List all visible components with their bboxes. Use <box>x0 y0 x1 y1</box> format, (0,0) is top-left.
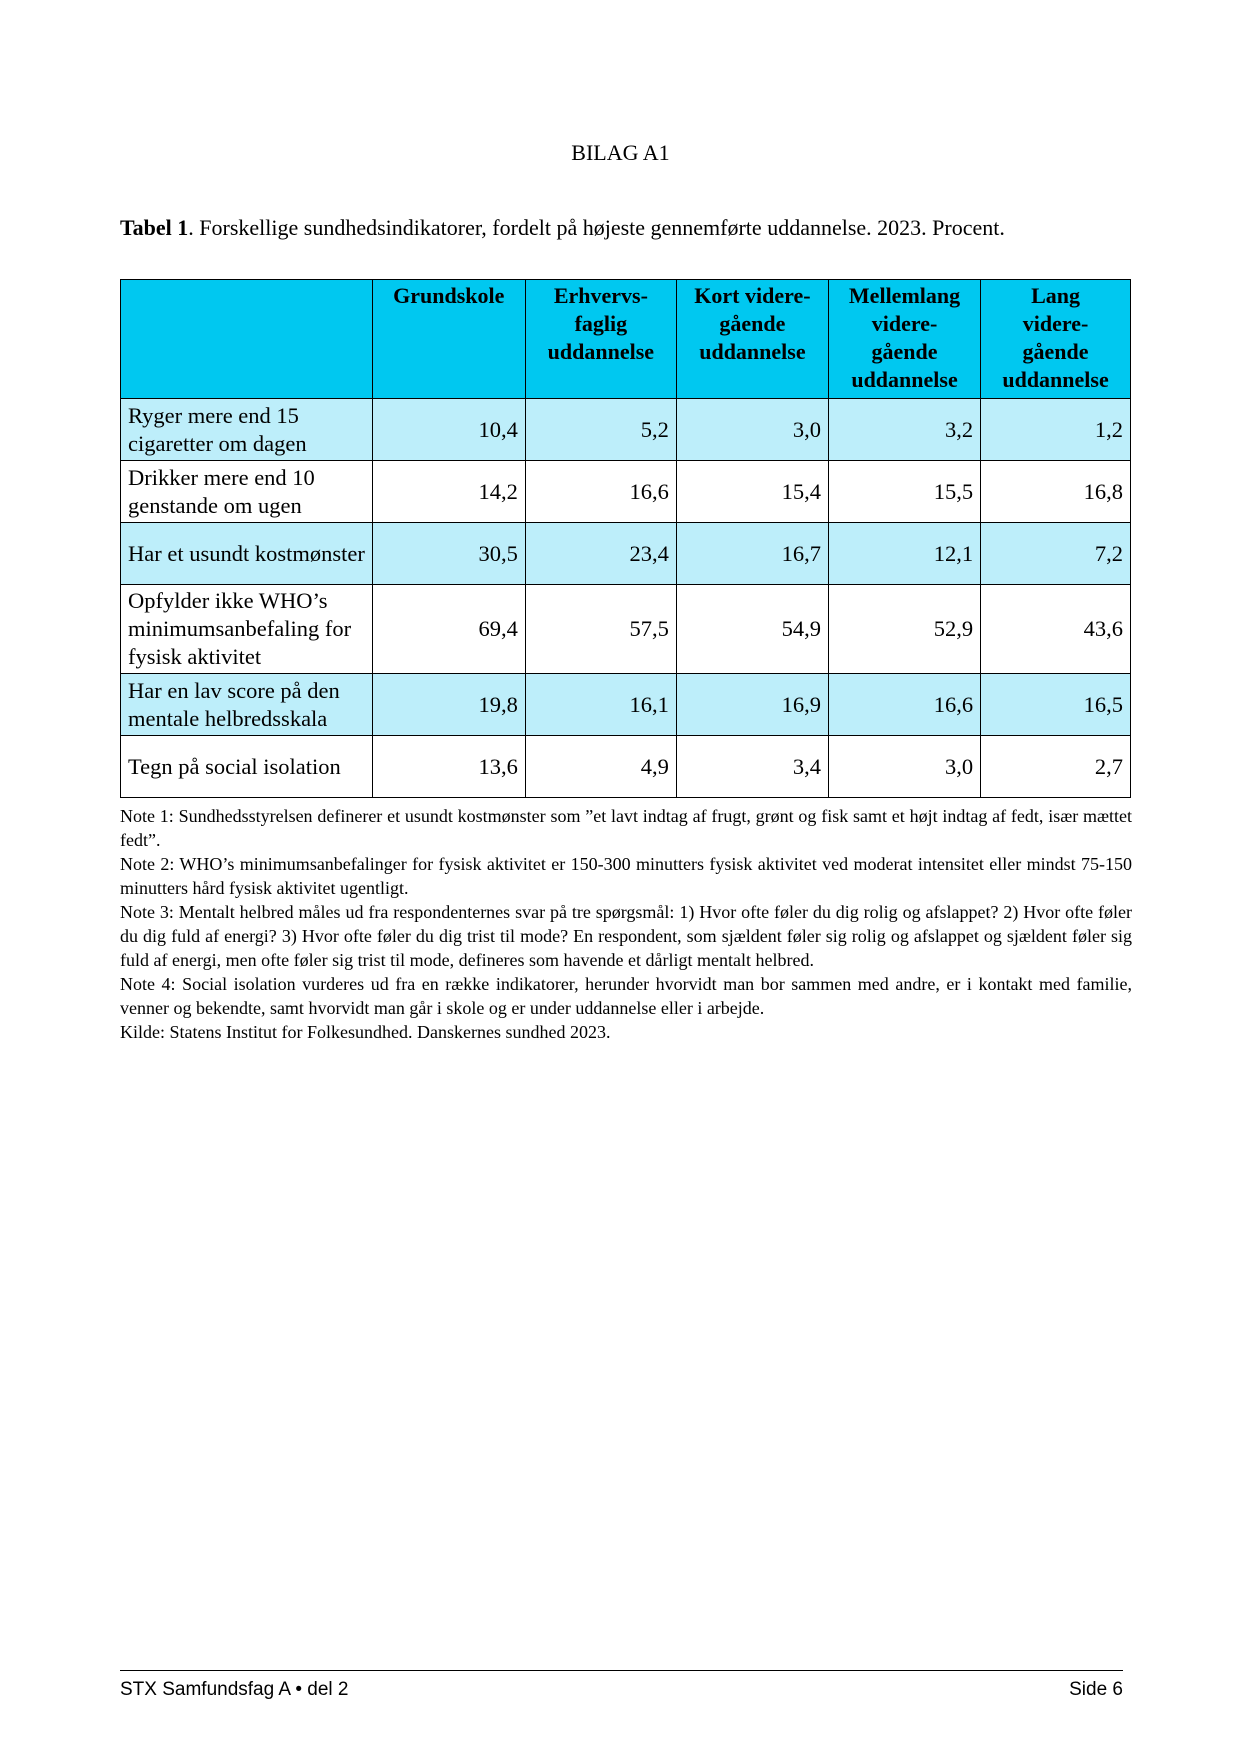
footer-title: STX Samfundsfag A • del 2 <box>120 1679 349 1700</box>
table-row <box>121 399 1131 461</box>
column-header-erhvervsfaglig: Erhvervs- faglig uddannelse <box>525 280 676 399</box>
table-cell-value: 15,4 <box>676 461 828 523</box>
row-label: Har et usundt kostmønster <box>121 523 373 585</box>
table-cell-value: 16,1 <box>525 674 676 736</box>
table-cell-value: 5,2 <box>525 399 676 461</box>
table-cell-value: 16,6 <box>828 674 980 736</box>
table-cell-value: 19,8 <box>372 674 525 736</box>
health-indicators-table <box>120 279 1131 798</box>
table-cell-value: 16,7 <box>676 523 828 585</box>
note-2: Note 2: WHO’s minimumsanbefalinger for fysisk aktivitet er 150-300 minutters fysisk aktivitet ved moderat intensitet eller mindst 75-150 minutters hård fysisk aktivitet ugentligt. <box>120 854 1132 898</box>
page-heading: BILAG A1 <box>571 140 670 165</box>
caption-label: Tabel 1 <box>120 215 189 240</box>
table-cell-value: 23,4 <box>525 523 676 585</box>
note-1: Note 1: Sundhedsstyrelsen definerer et usundt kostmønster som ”et lavt indtag af frugt, grønt og fisk samt et højt indtag af fedt, især mættet fedt”. <box>120 806 1132 850</box>
table-cell-value: 57,5 <box>525 585 676 674</box>
table-cell-value: 30,5 <box>372 523 525 585</box>
table-cell-value: 14,2 <box>372 461 525 523</box>
column-header-kort: Kort videre- gående uddannelse <box>676 280 828 399</box>
table-caption <box>120 214 1080 241</box>
table-cell-value: 54,9 <box>676 585 828 674</box>
table-cell-value: 16,9 <box>676 674 828 736</box>
table-cell-value: 69,4 <box>372 585 525 674</box>
footer-divider <box>120 1670 1123 1671</box>
column-header-grundskole: Grundskole <box>372 280 525 399</box>
table-row <box>121 585 1131 674</box>
row-label: Tegn på social isolation <box>121 736 373 798</box>
table-notes <box>120 804 1132 1044</box>
table-cell-value: 10,4 <box>372 399 525 461</box>
table-cell-value: 3,0 <box>828 736 980 798</box>
source: Kilde: Statens Institut for Folkesundhed. Danskernes sundhed 2023. <box>120 1022 611 1042</box>
table-cell-value: 43,6 <box>981 585 1131 674</box>
table-cell-value: 16,6 <box>525 461 676 523</box>
column-header-mellemlang: Mellemlang videre- gående uddannelse <box>828 280 980 399</box>
table-cell-value: 16,8 <box>981 461 1131 523</box>
column-header-lang: Lang videre- gående uddannelse <box>981 280 1131 399</box>
table-cell-value: 3,2 <box>828 399 980 461</box>
note-4: Note 4: Social isolation vurderes ud fra en række indikatorer, herunder hvorvidt man bor sammen med andre, er i kontakt med familie, venner og bekendte, samt hvorvidt man går i skole og er under uddannelse eller i arbejde. <box>120 974 1132 1018</box>
table-row <box>121 736 1131 798</box>
note-3: Note 3: Mentalt helbred måles ud fra respondenternes svar på tre spørgsmål: 1) Hvor ofte føler du dig rolig og afslappet? 2) Hvor ofte føler du dig fuld af energi? 3) Hvor ofte føler du dig trist til mode? En respondent, som sjældent føler sig rolig og afslappet og sjældent føler sig fuld af energi, men ofte føler sig trist til mode, defineres som havende et dårligt mentalt helbred. <box>120 902 1132 970</box>
table-cell-value: 4,9 <box>525 736 676 798</box>
table-cell-value: 3,4 <box>676 736 828 798</box>
row-label: Har en lav score på den mentale helbredsskala <box>121 674 373 736</box>
table-cell-value: 2,7 <box>981 736 1131 798</box>
table-row <box>121 523 1131 585</box>
table-row <box>121 674 1131 736</box>
table-cell-value: 13,6 <box>372 736 525 798</box>
table-cell-value: 12,1 <box>828 523 980 585</box>
column-header-empty <box>121 280 373 399</box>
table-cell-value: 52,9 <box>828 585 980 674</box>
caption-text: . Forskellige sundhedsindikatorer, fordelt på højeste gennemførte uddannelse. 2023. Procent. <box>188 215 1005 240</box>
page-number: Side 6 <box>1069 1679 1123 1700</box>
table-cell-value: 1,2 <box>981 399 1131 461</box>
row-label: Drikker mere end 10 genstande om ugen <box>121 461 373 523</box>
table-cell-value: 16,5 <box>981 674 1131 736</box>
table-cell-value: 15,5 <box>828 461 980 523</box>
table-cell-value: 7,2 <box>981 523 1131 585</box>
row-label: Ryger mere end 15 cigaretter om dagen <box>121 399 373 461</box>
table-cell-value: 3,0 <box>676 399 828 461</box>
table-row <box>121 461 1131 523</box>
table-header-row <box>121 280 1131 399</box>
row-label: Opfylder ikke WHO’s minimumsanbefaling for fysisk aktivitet <box>121 585 373 674</box>
